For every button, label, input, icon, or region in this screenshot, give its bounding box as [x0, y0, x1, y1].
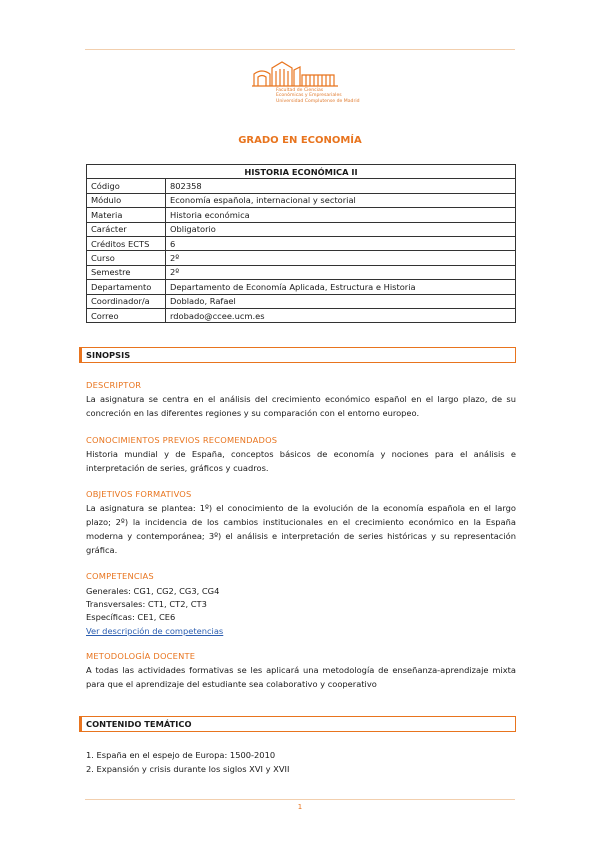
metodologia-label: METODOLOGÍA DOCENTE: [86, 651, 196, 661]
bottom-rule: [85, 799, 515, 800]
table-row: Materia Historia económica: [87, 208, 516, 222]
competencias-generales: Generales: CG1, CG2, CG3, CG4: [86, 586, 220, 596]
section-header-sinopsis: SINOPSIS: [79, 347, 516, 363]
objetivos-label: OBJETIVOS FORMATIVOS: [86, 489, 192, 499]
logo-line-2: Económicas y Empresariales: [276, 93, 342, 99]
objetivos-text: La asignatura se plantea: 1º) el conocimiento de la evolución de la economía española en el largo plazo; 2º) la incidencia de los cambios institucionales en el crecimiento económico en la España moderna y contemporánea; 3º) el análisis e interpretación de series históricas y su representación gráfica.: [86, 503, 516, 555]
page-number: 1: [297, 803, 303, 811]
section-header-contenido: CONTENIDO TEMÁTICO: [79, 716, 516, 732]
descriptor-text: La asignatura se centra en el análisis del crecimiento económico español en el largo plazo, de su concreción en las diferentes regiones y su comparación con el entorno europeo.: [86, 394, 516, 418]
table-row: Créditos ECTS 6: [87, 236, 516, 250]
competencias-link[interactable]: Ver descripción de competencias: [86, 626, 224, 636]
logo-line-1: Facultad de Ciencias: [276, 88, 324, 93]
table-row: Correo rdobado@ccee.ucm.es: [87, 308, 516, 322]
competencias-label: COMPETENCIAS: [86, 571, 154, 581]
table-row: Curso 2º: [87, 251, 516, 265]
previos-text: Historia mundial y de España, conceptos básicos de economía y nociones para el análisis e interpretación de series, gráficos y cuadros.: [86, 449, 516, 473]
logo-line-3: Universidad Complutense de Madrid: [276, 98, 360, 104]
previos-label: CONOCIMIENTOS PREVIOS RECOMENDADOS: [86, 435, 278, 445]
metodologia-text: A todas las actividades formativas se les aplicará una metodología de enseñanza-aprendizaje mixta para que el aprendizaje del estudiante sea colaborativo y cooperativo: [86, 665, 516, 689]
table-row: Código 802358: [87, 179, 516, 193]
list-item: 1. España en el espejo de Europa: 1500-2010: [86, 750, 276, 760]
top-rule: [85, 49, 515, 50]
course-name: HISTORIA ECONÓMICA II: [87, 165, 516, 179]
competencias-transversales: Transversales: CT1, CT2, CT3: [86, 599, 207, 609]
descriptor-label: DESCRIPTOR: [86, 380, 142, 390]
table-row: Carácter Obligatorio: [87, 222, 516, 236]
table-row: Módulo Economía española, internacional y sectorial: [87, 193, 516, 207]
table-row: Semestre 2º: [87, 265, 516, 279]
table-row: Coordinador/a Doblado, Rafael: [87, 294, 516, 308]
course-info-table: [86, 164, 516, 323]
logo-text: [276, 88, 360, 104]
table-row: Departamento Departamento de Economía Aplicada, Estructura e Historia: [87, 280, 516, 294]
competencias-especificas: Específicas: CE1, CE6: [86, 612, 176, 622]
list-item: 2. Expansión y crisis durante los siglos XVI y XVII: [86, 764, 290, 774]
page-title: GRADO EN ECONOMÍA: [238, 135, 362, 146]
